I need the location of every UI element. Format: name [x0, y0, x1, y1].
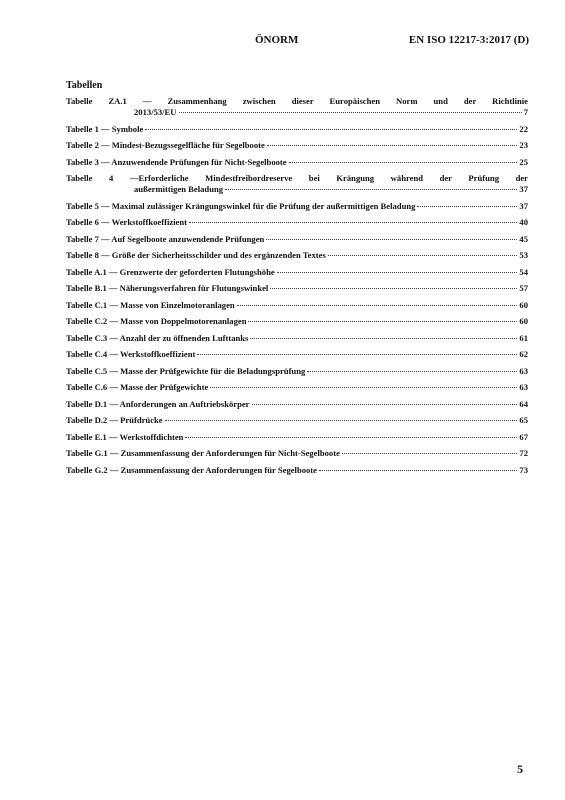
dot-leader — [342, 453, 518, 454]
dot-leader — [225, 189, 517, 190]
toc-entry-page: 57 — [519, 283, 528, 293]
toc-entry-label: Tabelle 6 — Werkstoffkoeffizient — [66, 217, 188, 227]
dot-leader — [145, 129, 517, 130]
toc-entry-page: 63 — [519, 382, 528, 392]
toc-entry-label: Tabelle 5 — Maximal zulässiger Krängungswinkel für die Prüfung der außermittigen Beladung — [66, 200, 416, 211]
toc-entry[interactable] — [66, 399, 528, 410]
toc-entry[interactable] — [66, 415, 528, 426]
toc-entry-page: 45 — [519, 233, 528, 244]
toc-entry-page: 73 — [519, 464, 528, 475]
toc-entry-page: 25 — [519, 156, 528, 167]
toc-entry[interactable] — [66, 201, 528, 212]
toc-entry-page: 37 — [519, 200, 528, 211]
dot-leader — [277, 272, 518, 273]
toc-entry[interactable] — [66, 283, 528, 294]
toc-entry-label: Tabelle ZA.1 — Zusammenhang zwischen dieser Europäischen Norm und der Richtlinie — [66, 96, 528, 106]
table-of-tables — [66, 96, 528, 481]
toc-entry[interactable] — [66, 349, 528, 360]
dot-leader — [237, 305, 518, 306]
header-organization: ÖNORM — [255, 34, 299, 46]
dot-leader — [319, 470, 517, 471]
toc-entry-label: Tabelle 7 — Auf Segelboote anzuwendende Prüfungen — [66, 233, 265, 244]
toc-entry-label: Tabelle C.4 — Werkstoffkoeffizient — [66, 349, 196, 359]
toc-entry-page: 62 — [519, 349, 528, 359]
toc-entry-label: Tabelle C.1 — Masse von Einzelmotoranlagen — [66, 299, 235, 310]
toc-entry-page: 40 — [519, 217, 528, 227]
toc-entry-label: Tabelle D.1 — Anforderungen an Auftriebskörper — [66, 398, 250, 409]
toc-entry-page: 65 — [519, 415, 528, 425]
toc-entry[interactable] — [66, 465, 528, 476]
toc-entry-page: 23 — [519, 140, 528, 150]
toc-entry-label: Tabelle C.6 — Masse der Prüfgewichte — [66, 382, 209, 392]
dot-leader — [179, 112, 522, 113]
dot-leader — [289, 162, 518, 163]
dot-leader — [165, 420, 518, 421]
toc-entry-label: Tabelle G.1 — Zusammenfassung der Anforderungen für Nicht-Segelboote — [66, 448, 340, 458]
dot-leader — [252, 404, 518, 405]
toc-entry-page: 22 — [519, 123, 528, 134]
toc-entry[interactable] — [66, 366, 528, 377]
toc-entry-page: 63 — [519, 365, 528, 376]
header-standard: EN ISO 12217-3:2017 (D) — [408, 34, 529, 46]
toc-entry-label: Tabelle A.1 — Grenzwerte der geforderten Flutungshöhe — [66, 266, 275, 277]
toc-entry[interactable] — [66, 157, 528, 168]
dot-leader — [210, 387, 517, 388]
toc-entry-label: Tabelle E.1 — Werkstoffdichten — [66, 431, 184, 442]
toc-entry-label: Tabelle C.3 — Anzahl der zu öffnenden Lufttanks — [66, 332, 249, 343]
toc-entry-label: Tabelle 2 — Mindest-Bezugssegelfläche für Segelboote — [66, 140, 265, 150]
toc-entry[interactable] — [66, 124, 528, 135]
toc-entry[interactable] — [66, 234, 528, 245]
dot-leader — [270, 288, 517, 289]
toc-entry-label: Tabelle C.5 — Masse der Prüfgewichte für die Beladungsprüfung — [66, 365, 306, 376]
toc-entry-page: 7 — [523, 107, 528, 117]
toc-entry-label-continued: 2013/53/EU — [134, 107, 177, 117]
section-title: Tabellen — [66, 80, 103, 91]
dot-leader — [267, 145, 518, 146]
toc-entry[interactable] — [66, 300, 528, 311]
toc-entry[interactable] — [66, 217, 528, 228]
toc-entry-page: 53 — [519, 250, 528, 260]
toc-entry-label: Tabelle D.2 — Prüfdrücke — [66, 415, 163, 425]
toc-entry-label: Tabelle G.2 — Zusammenfassung der Anforderungen für Segelboote — [66, 464, 317, 475]
toc-entry-page: 54 — [519, 266, 528, 277]
dot-leader — [266, 239, 517, 240]
toc-entry-label: Tabelle B.1 — Näherungsverfahren für Flutungswinkel — [66, 283, 269, 293]
toc-entry-label-continued: außermittigen Beladung — [134, 184, 224, 194]
toc-entry[interactable] — [66, 316, 528, 327]
toc-entry-page: 60 — [519, 316, 528, 326]
toc-entry[interactable] — [66, 173, 528, 195]
toc-entry-page: 72 — [519, 448, 528, 458]
page-header — [0, 34, 565, 50]
toc-entry-page: 67 — [519, 431, 528, 442]
toc-entry-page: 61 — [519, 332, 528, 343]
dot-leader — [197, 354, 517, 355]
toc-entry-page: 37 — [519, 184, 528, 194]
toc-entry-page: 64 — [519, 398, 528, 409]
dot-leader — [248, 321, 517, 322]
toc-entry-label: Tabelle C.2 — Masse von Doppelmotorenanlagen — [66, 316, 247, 326]
dot-leader — [189, 222, 517, 223]
toc-entry-label: Tabelle 8 — Größe der Sicherheitsschilder und des ergänzenden Textes — [66, 250, 326, 260]
dot-leader — [185, 437, 517, 438]
dot-leader — [307, 371, 517, 372]
toc-entry[interactable] — [66, 448, 528, 459]
toc-entry[interactable] — [66, 250, 528, 261]
toc-entry[interactable] — [66, 432, 528, 443]
page-number: 5 — [517, 762, 523, 776]
toc-entry[interactable] — [66, 96, 528, 118]
toc-entry[interactable] — [66, 333, 528, 344]
toc-entry[interactable] — [66, 382, 528, 393]
dot-leader — [250, 338, 517, 339]
toc-entry-label: Tabelle 1 — Symbole — [66, 123, 144, 134]
toc-entry-page: 60 — [519, 299, 528, 310]
toc-entry[interactable] — [66, 140, 528, 151]
toc-entry-label: Tabelle 3 — Anzuwendende Prüfungen für Nicht-Segelboote — [66, 156, 287, 167]
dot-leader — [417, 206, 517, 207]
dot-leader — [328, 255, 518, 256]
toc-entry-label: Tabelle 4 —Erforderliche Mindestfreibordreserve bei Krängung während der Prüfung der — [66, 173, 528, 183]
toc-entry[interactable] — [66, 267, 528, 278]
